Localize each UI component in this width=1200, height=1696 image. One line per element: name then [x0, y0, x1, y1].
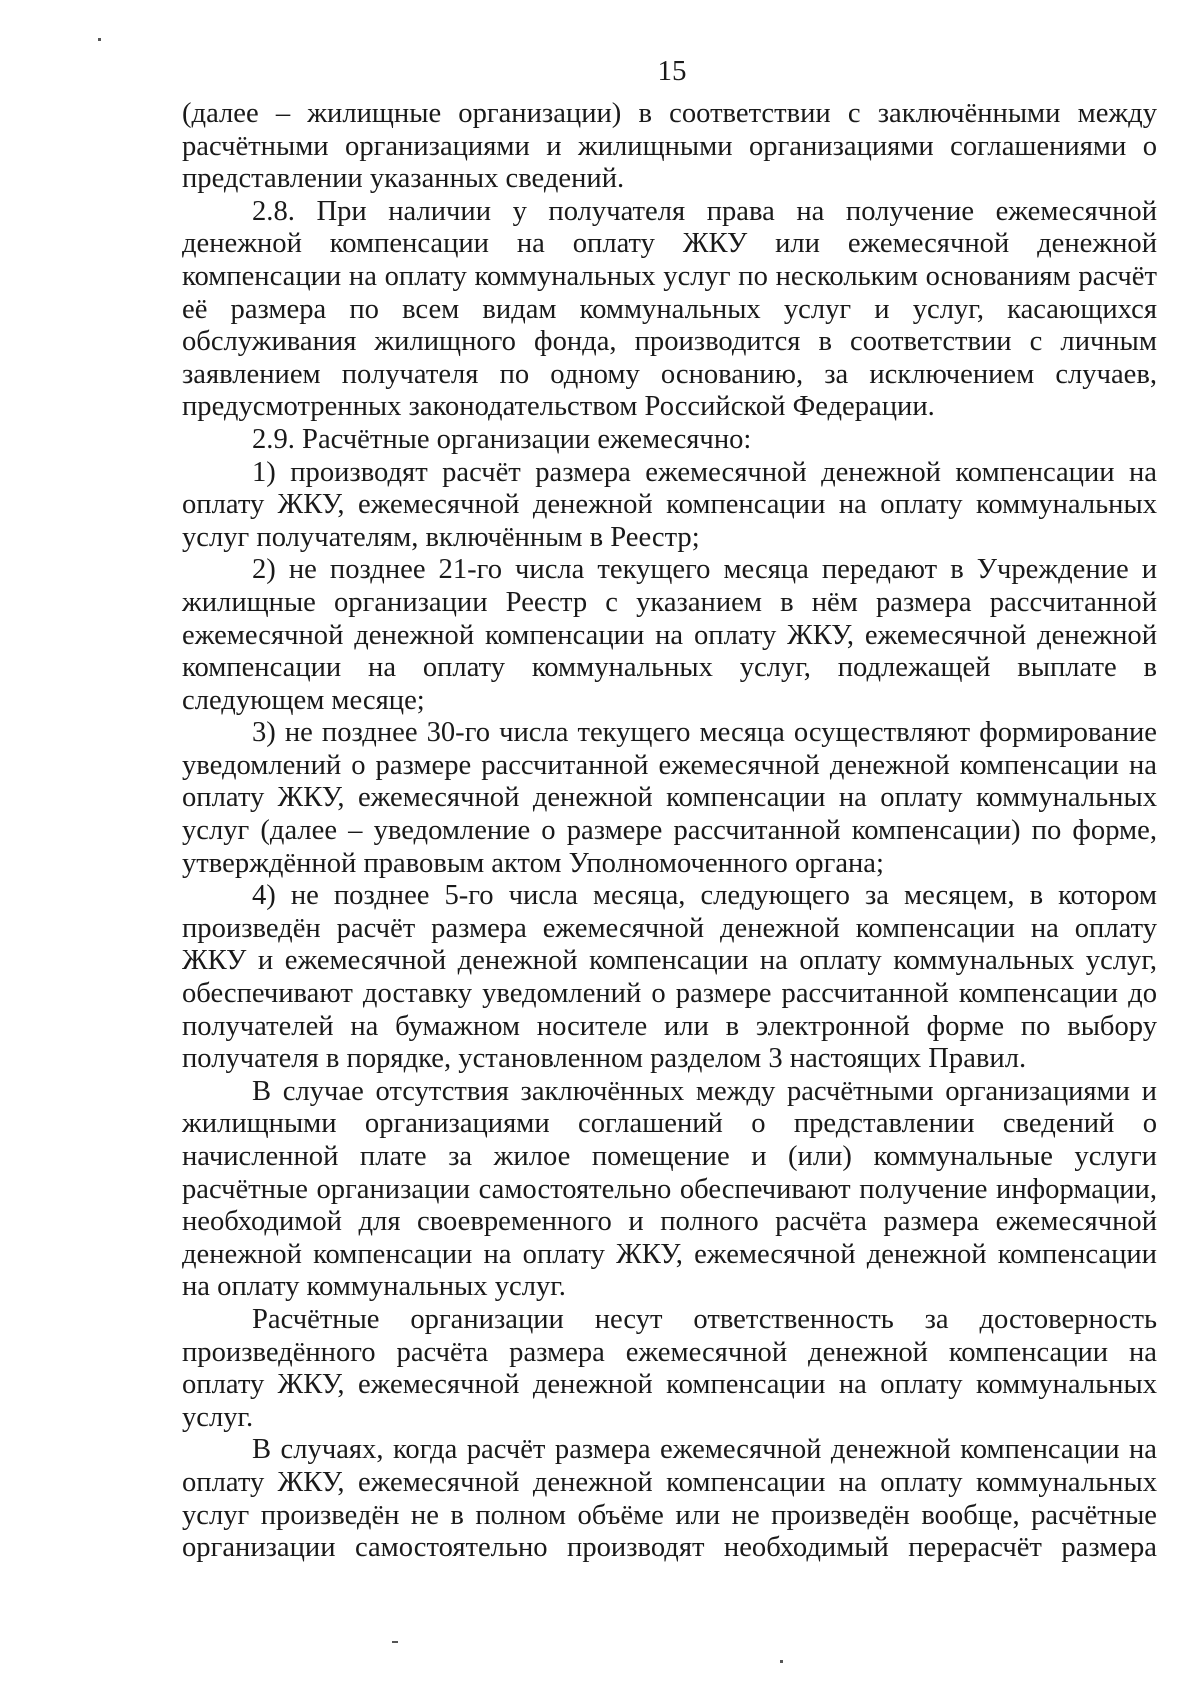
list-item-3: 3) не позднее 30-го числа текущего месяца осуществляют формирование уведомлений о размере рассчитанной ежемесячной денежной компенсации на оплату ЖКУ, ежемесячной денежной компенсации на оплату коммунальных услуг (далее – уведомление о размере рассчитанной компенсации) по форме, утверждённой правовым актом Уполномоченного органа;: [182, 717, 1157, 879]
list-item-4: 4) не позднее 5-го числа месяца, следующего за месяцем, в котором произведён расчёт размера ежемесячной денежной компенсации на оплату ЖКУ и ежемесячной денежной компенсации на оплату коммунальных услуг, обеспечивают доставку уведомлений о размере рассчитанной компенсации до получателей на бумажном носителе или в электронной форме по выбору получателя в порядке, установленном разделом 3 настоящих Правил.: [182, 880, 1157, 1075]
scan-speck: [392, 1641, 398, 1643]
scan-speck: [98, 38, 101, 41]
scan-speck: [780, 1660, 783, 1663]
document-body: [182, 98, 1157, 1565]
paragraph-2-8: 2.8. При наличии у получателя права на получение ежемесячной денежной компенсации на оплату ЖКУ или ежемесячной денежной компенсации на оплату коммунальных услуг по нескольким основаниям расчёт её размера по всем видам коммунальных услуг и услуг, касающихся обслуживания жилищного фонда, производится в соответствии с личным заявлением получателя по одному основанию, за исключением случаев, предусмотренных законодательством Российской Федерации.: [182, 195, 1157, 423]
paragraph-responsibility: Расчётные организации несут ответственность за достоверность произведённого расчёта размера ежемесячной денежной компенсации на оплату ЖКУ, ежемесячной денежной компенсации на оплату коммунальных услуг.: [182, 1303, 1157, 1433]
paragraph-continuation: (далее – жилищные организации) в соответствии с заключёнными между расчётными организациями и жилищными организациями соглашениями о представлении указанных сведений.: [182, 98, 1157, 195]
paragraph-recalculation: В случаях, когда расчёт размера ежемесячной денежной компенсации на оплату ЖКУ, ежемесячной денежной компенсации на оплату коммунальных услуг произведён не в полном объёме или не произведён вообще, расчётные организации самостоятельно производят необходимый перерасчёт размера: [182, 1434, 1157, 1564]
paragraph-no-agreement: В случае отсутствия заключённых между расчётными организациями и жилищными организациями соглашений о представлении сведений о начисленной плате за жилое помещение и (или) коммунальные услуги расчётные организации самостоятельно обеспечивают получение информации, необходимой для своевременного и полного расчёта размера ежемесячной денежной компенсации на оплату ЖКУ, ежемесячной денежной компенсации на оплату коммунальных услуг.: [182, 1075, 1157, 1303]
list-item-2: 2) не позднее 21-го числа текущего месяца передают в Учреждение и жилищные организации Реестр с указанием в нём размера рассчитанной ежемесячной денежной компенсации на оплату ЖКУ, ежемесячной денежной компенсации на оплату коммунальных услуг, подлежащей выплате в следующем месяце;: [182, 554, 1157, 716]
page-number: 15: [657, 55, 687, 87]
list-item-1: 1) производят расчёт размера ежемесячной денежной компенсации на оплату ЖКУ, ежемесячной денежной компенсации на оплату коммунальных услуг получателям, включённым в Реестр;: [182, 456, 1157, 553]
paragraph-2-9: 2.9. Расчётные организации ежемесячно:: [252, 423, 752, 455]
